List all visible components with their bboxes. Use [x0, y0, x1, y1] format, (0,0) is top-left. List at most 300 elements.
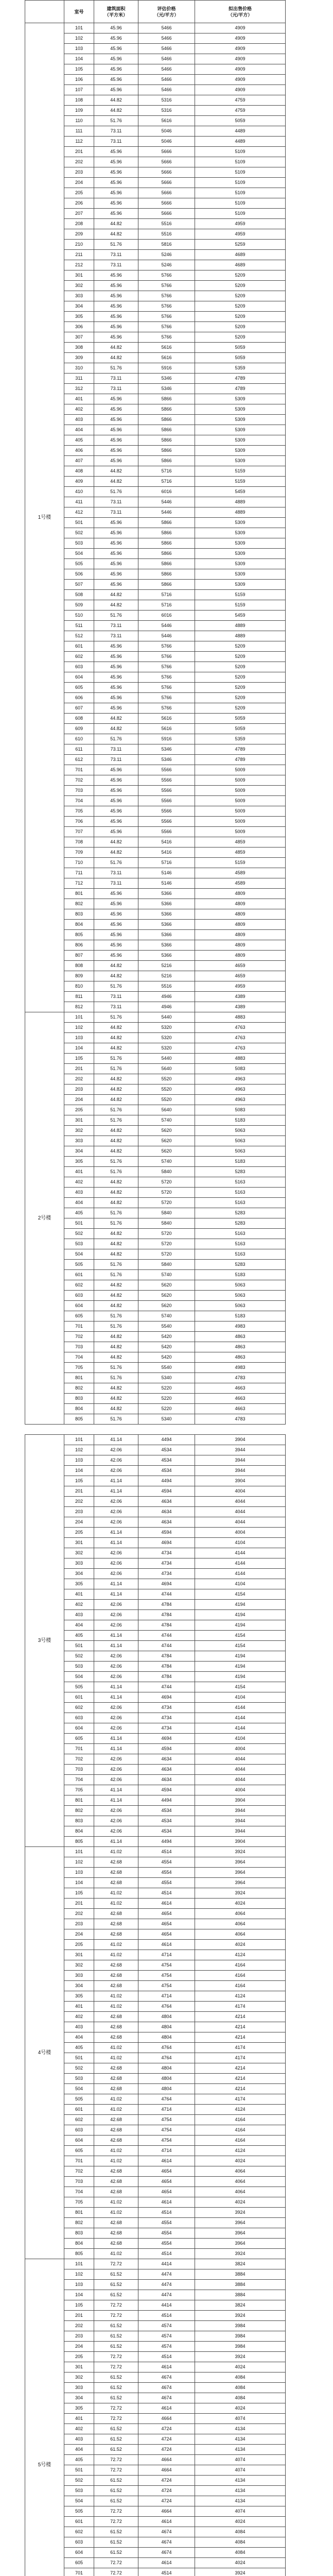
room-number-cell: 404 — [64, 2445, 94, 2455]
sale-price-cell: 3944 — [195, 1466, 286, 1476]
eval-header-line-1: 评估价格 — [157, 6, 176, 11]
eval-price-cell: 4804 — [138, 2084, 195, 2094]
table-row — [25, 2269, 286, 2280]
table-row — [25, 538, 286, 549]
sale-price-cell: 4389 — [195, 1002, 286, 1012]
room-number-cell: 205 — [64, 1528, 94, 1538]
eval-price-cell: 5720 — [138, 1229, 195, 1239]
area-cell: 45.96 — [94, 446, 138, 456]
sale-price-cell: 3944 — [195, 1455, 286, 1466]
table-row — [25, 477, 286, 487]
table-row — [25, 1208, 286, 1218]
table-row — [25, 1146, 286, 1157]
sale-price-cell: 3984 — [195, 2321, 286, 2331]
sale-price-cell: 3904 — [195, 1435, 286, 1445]
room-number-cell: 503 — [64, 2486, 94, 2496]
sale-price-cell: 4084 — [195, 2548, 286, 2558]
sale-price-cell: 5259 — [195, 240, 286, 250]
eval-price-cell: 5320 — [138, 1033, 195, 1043]
sale-price-cell: 4763 — [195, 1033, 286, 1043]
room-number-cell: 202 — [64, 1497, 94, 1507]
room-number-cell: 112 — [64, 137, 94, 147]
area-cell: 41.14 — [94, 1528, 138, 1538]
eval-price-cell: 5740 — [138, 1157, 195, 1167]
sale-price-cell: 5163 — [195, 1188, 286, 1198]
area-cell: 41.02 — [94, 2208, 138, 2218]
area-cell: 41.14 — [94, 1486, 138, 1497]
sale-price-cell: 5183 — [195, 1157, 286, 1167]
building-column-header — [25, 1, 64, 23]
room-number-cell: 710 — [64, 858, 94, 868]
area-cell: 61.52 — [94, 2548, 138, 2558]
area-cell: 45.96 — [94, 538, 138, 549]
area-cell: 73.11 — [94, 631, 138, 641]
sale-price-cell: 3924 — [195, 1888, 286, 1899]
table-row — [25, 2084, 286, 2094]
building-label: 1号楼 — [25, 23, 64, 1012]
sale-price-cell: 4689 — [195, 260, 286, 270]
area-cell: 42.06 — [94, 1466, 138, 1476]
eval-price-cell: 5866 — [138, 569, 195, 580]
table-row — [25, 198, 286, 209]
area-cell: 73.11 — [94, 868, 138, 878]
area-cell: 44.82 — [94, 95, 138, 106]
sale-price-cell: 5309 — [195, 415, 286, 425]
area-cell: 44.82 — [94, 724, 138, 734]
eval-price-cell: 5840 — [138, 1260, 195, 1270]
area-cell: 61.52 — [94, 2486, 138, 2496]
sale-price-cell: 5109 — [195, 209, 286, 219]
sale-price-cell: 4164 — [195, 1971, 286, 1981]
eval-price-cell: 5220 — [138, 1404, 195, 1414]
table-row — [25, 1960, 286, 1971]
sale-price-cell: 5183 — [195, 1311, 286, 1321]
area-cell: 42.06 — [94, 1445, 138, 1455]
sale-price-cell: 5183 — [195, 1115, 286, 1126]
table-row — [25, 2465, 286, 2476]
room-number-cell: 605 — [64, 683, 94, 693]
table-row — [25, 188, 286, 198]
table-row — [25, 157, 286, 167]
sale-price-cell: 4194 — [195, 1600, 286, 1610]
table-row — [25, 1981, 286, 1991]
room-number-cell: 612 — [64, 755, 94, 765]
sale-price-cell: 5283 — [195, 1208, 286, 1218]
eval-price-cell: 5346 — [138, 384, 195, 394]
eval-price-cell: 5516 — [138, 229, 195, 240]
sale-price-cell: 4789 — [195, 384, 286, 394]
eval-price-cell: 5466 — [138, 54, 195, 64]
sale-price-cell: 5109 — [195, 157, 286, 167]
eval-price-cell: 5740 — [138, 1115, 195, 1126]
area-cell: 45.96 — [94, 54, 138, 64]
eval-price-cell: 4764 — [138, 2043, 195, 2053]
sale-price-cell: 4659 — [195, 971, 286, 981]
area-cell: 44.82 — [94, 1404, 138, 1414]
sale-price-cell: 4104 — [195, 1538, 286, 1548]
sale-price-cell: 5163 — [195, 1229, 286, 1239]
table-row — [25, 631, 286, 641]
sale-price-cell: 4983 — [195, 1363, 286, 1373]
table-row — [25, 1662, 286, 1672]
eval-price-cell: 5666 — [138, 178, 195, 188]
table-row — [25, 2094, 286, 2105]
eval-price-cell: 4754 — [138, 2125, 195, 2136]
sale-price-cell: 5359 — [195, 363, 286, 374]
eval-price-cell: 4614 — [138, 2362, 195, 2372]
room-number-cell: 503 — [64, 1239, 94, 1249]
room-number-cell: 704 — [64, 1352, 94, 1363]
table-row — [25, 827, 286, 837]
eval-price-cell: 5366 — [138, 940, 195, 951]
area-cell: 42.06 — [94, 1558, 138, 1569]
area-cell: 61.52 — [94, 2372, 138, 2383]
sale-price-cell: 4859 — [195, 848, 286, 858]
table-row — [25, 2527, 286, 2537]
table-row — [25, 2002, 286, 2012]
room-number-cell: 108 — [64, 95, 94, 106]
room-number-cell: 205 — [64, 1940, 94, 1950]
sale-price-cell: 4174 — [195, 2043, 286, 2053]
eval-price-cell: 5766 — [138, 291, 195, 301]
area-cell: 44.82 — [94, 1095, 138, 1105]
eval-price-cell: 4614 — [138, 1940, 195, 1950]
sale-price-cell: 3924 — [195, 2352, 286, 2362]
room-number-cell: 103 — [64, 1033, 94, 1043]
eval-price-cell: 5540 — [138, 1321, 195, 1332]
sale-price-cell: 5009 — [195, 806, 286, 817]
sale-price-cell: 4689 — [195, 250, 286, 260]
room-number-cell: 202 — [64, 1074, 94, 1084]
room-number-cell: 301 — [64, 1950, 94, 1960]
area-cell: 44.82 — [94, 1033, 138, 1043]
area-cell: 45.96 — [94, 157, 138, 167]
sale-price-cell: 5209 — [195, 291, 286, 301]
table-row — [25, 2012, 286, 2022]
area-cell: 45.96 — [94, 672, 138, 683]
table-row — [25, 1940, 286, 1950]
room-number-cell: 702 — [64, 775, 94, 786]
table-row — [25, 2321, 286, 2331]
room-number-cell: 603 — [64, 662, 94, 672]
area-cell: 41.14 — [94, 1744, 138, 1754]
building-label: 3号楼 — [25, 1435, 64, 1847]
room-number-cell: 206 — [64, 198, 94, 209]
area-cell: 42.68 — [94, 2084, 138, 2094]
eval-price-cell: 5616 — [138, 343, 195, 353]
room-number-cell: 302 — [64, 1548, 94, 1558]
sale-price-cell: 4064 — [195, 1909, 286, 1919]
area-cell: 45.96 — [94, 23, 138, 33]
eval-header-line-2: （元/平方） — [154, 12, 179, 18]
eval-price-cell: 4494 — [138, 1435, 195, 1445]
area-cell: 44.82 — [94, 353, 138, 363]
sale-price-cell: 5309 — [195, 518, 286, 528]
sale-price-cell: 4194 — [195, 1620, 286, 1631]
sale-price-cell: 5309 — [195, 559, 286, 569]
sale-price-cell: 4044 — [195, 1497, 286, 1507]
table-row — [25, 322, 286, 332]
sale-price-cell: 5309 — [195, 446, 286, 456]
sale-price-cell: 5063 — [195, 1280, 286, 1291]
table-row — [25, 137, 286, 147]
room-number-cell: 605 — [64, 1311, 94, 1321]
eval-price-cell: 5346 — [138, 755, 195, 765]
table-row — [25, 1229, 286, 1239]
area-cell: 41.14 — [94, 1538, 138, 1548]
room-number-cell: 304 — [64, 1981, 94, 1991]
table-row — [25, 621, 286, 631]
room-number-cell: 402 — [64, 2012, 94, 2022]
room-number-cell: 211 — [64, 250, 94, 260]
room-number-cell: 503 — [64, 2074, 94, 2084]
room-number-cell: 701 — [64, 1744, 94, 1754]
room-number-cell: 504 — [64, 549, 94, 559]
room-number-cell: 302 — [64, 2372, 94, 2383]
sale-price-cell: 4144 — [195, 1558, 286, 1569]
room-number-cell: 703 — [64, 786, 94, 796]
area-cell: 42.68 — [94, 1929, 138, 1940]
sale-price-cell: 4883 — [195, 1012, 286, 1023]
area-cell: 73.11 — [94, 621, 138, 631]
eval-price-cell: 5866 — [138, 446, 195, 456]
area-cell: 73.11 — [94, 1002, 138, 1012]
table-row — [25, 1579, 286, 1589]
eval-price-cell: 5766 — [138, 683, 195, 693]
table-row — [25, 1754, 286, 1765]
room-number-cell: 701 — [64, 2156, 94, 2166]
area-cell: 42.68 — [94, 2125, 138, 2136]
sale-price-cell: 4144 — [195, 1713, 286, 1723]
sale-price-cell: 5109 — [195, 167, 286, 178]
table-row — [25, 2331, 286, 2342]
sale-price-cell: 4909 — [195, 85, 286, 95]
table-row — [25, 662, 286, 672]
table-row — [25, 2074, 286, 2084]
sale-price-cell: 5283 — [195, 1260, 286, 1270]
table-row — [25, 1703, 286, 1713]
room-number-cell: 106 — [64, 75, 94, 85]
sale-price-cell: 3964 — [195, 1868, 286, 1878]
area-cell: 45.96 — [94, 147, 138, 157]
eval-price-cell: 5766 — [138, 332, 195, 343]
area-cell: 42.68 — [94, 2187, 138, 2197]
table-row — [25, 2434, 286, 2445]
table-row — [25, 1713, 286, 1723]
area-cell: 42.06 — [94, 1723, 138, 1734]
table-row — [25, 2342, 286, 2352]
room-number-cell: 804 — [64, 1404, 94, 1414]
table-row — [25, 992, 286, 1002]
room-number-cell: 804 — [64, 920, 94, 930]
room-number-cell: 603 — [64, 1291, 94, 1301]
sale-price-cell: 5309 — [195, 435, 286, 446]
area-cell: 42.68 — [94, 2228, 138, 2239]
eval-price-cell: 4724 — [138, 2434, 195, 2445]
sale-price-cell: 5183 — [195, 1270, 286, 1280]
sale-price-cell: 5209 — [195, 703, 286, 714]
eval-price-cell: 4494 — [138, 1795, 195, 1806]
area-cell: 51.76 — [94, 611, 138, 621]
area-cell: 45.96 — [94, 806, 138, 817]
eval-price-cell: 5366 — [138, 899, 195, 909]
eval-price-cell: 4614 — [138, 2517, 195, 2527]
table-row — [25, 1631, 286, 1641]
room-number-cell: 303 — [64, 291, 94, 301]
table-row — [25, 1064, 286, 1074]
area-cell: 51.76 — [94, 363, 138, 374]
eval-price-cell: 4414 — [138, 2300, 195, 2311]
eval-price-cell: 5620 — [138, 1126, 195, 1136]
room-number-cell: 804 — [64, 1826, 94, 1837]
table-row — [25, 23, 286, 33]
sale-price-cell: 4134 — [195, 2434, 286, 2445]
table-row — [25, 1785, 286, 1795]
area-cell: 45.96 — [94, 435, 138, 446]
sale-price-cell: 4174 — [195, 2094, 286, 2105]
area-cell: 44.82 — [94, 1074, 138, 1084]
room-number-cell: 801 — [64, 1795, 94, 1806]
area-cell: 42.06 — [94, 1497, 138, 1507]
table-row — [25, 126, 286, 137]
eval-price-cell: 4554 — [138, 2239, 195, 2249]
room-number-cell: 105 — [64, 1476, 94, 1486]
room-number-cell: 505 — [64, 559, 94, 569]
sale-price-cell: 4164 — [195, 1960, 286, 1971]
room-number-cell: 104 — [64, 2290, 94, 2300]
eval-price-cell: 4534 — [138, 1445, 195, 1455]
table-row — [25, 147, 286, 157]
area-header-line-1: 建筑面积 — [107, 6, 126, 11]
room-number-cell: 103 — [64, 44, 94, 54]
area-cell: 51.76 — [94, 1064, 138, 1074]
sale-price-cell: 3924 — [195, 2568, 286, 2576]
table-row — [25, 1394, 286, 1404]
sale-price-cell: 4659 — [195, 961, 286, 971]
eval-price-cell: 4784 — [138, 1672, 195, 1682]
eval-price-cell: 5716 — [138, 600, 195, 611]
area-cell: 42.68 — [94, 2063, 138, 2074]
eval-price-cell: 4784 — [138, 1662, 195, 1672]
area-cell: 45.96 — [94, 569, 138, 580]
table-row — [25, 106, 286, 116]
sale-price-cell: 5009 — [195, 786, 286, 796]
area-cell: 61.52 — [94, 2393, 138, 2403]
eval-price-cell: 4514 — [138, 1888, 195, 1899]
room-number-cell: 405 — [64, 2043, 94, 2053]
table-row — [25, 2414, 286, 2424]
eval-price-cell: 5566 — [138, 827, 195, 837]
eval-price-cell: 5440 — [138, 1054, 195, 1064]
area-cell: 45.96 — [94, 188, 138, 198]
area-cell: 44.82 — [94, 1332, 138, 1342]
sale-price-cell: 3924 — [195, 2208, 286, 2218]
table-row — [25, 611, 286, 621]
table-row — [25, 1414, 286, 1425]
sale-price-cell: 4214 — [195, 2084, 286, 2094]
room-number-cell: 504 — [64, 1249, 94, 1260]
room-number-cell: 603 — [64, 1713, 94, 1723]
table-row — [25, 343, 286, 353]
eval-price-cell: 4534 — [138, 1806, 195, 1816]
sale-price-cell: 4959 — [195, 229, 286, 240]
room-number-cell: 103 — [64, 2280, 94, 2290]
area-cell: 42.68 — [94, 1960, 138, 1971]
table-row — [25, 384, 286, 394]
area-cell: 42.68 — [94, 1868, 138, 1878]
table-row — [25, 2208, 286, 2218]
table-row — [25, 2393, 286, 2403]
eval-price-cell: 5620 — [138, 1291, 195, 1301]
area-cell: 51.76 — [94, 1311, 138, 1321]
room-number-cell: 303 — [64, 1136, 94, 1146]
room-number-cell: 405 — [64, 2455, 94, 2465]
sale-price-cell: 5059 — [195, 116, 286, 126]
room-number-cell: 401 — [64, 1167, 94, 1177]
eval-price-cell: 4534 — [138, 1826, 195, 1837]
sale-price-cell: 4134 — [195, 2496, 286, 2506]
eval-price-cell: 4534 — [138, 1466, 195, 1476]
table-row — [25, 1486, 286, 1497]
sale-price-cell: 4134 — [195, 2445, 286, 2455]
sale-price-cell: 4144 — [195, 1548, 286, 1558]
sale-price-cell: 5309 — [195, 394, 286, 404]
area-cell: 51.76 — [94, 1260, 138, 1270]
area-cell: 61.52 — [94, 2476, 138, 2486]
building-label: 4号楼 — [25, 1847, 64, 2259]
sale-price-cell: 4004 — [195, 1486, 286, 1497]
room-number-cell: 406 — [64, 446, 94, 456]
eval-price-cell: 5216 — [138, 961, 195, 971]
sale-price-cell: 3944 — [195, 1445, 286, 1455]
eval-price-cell: 5716 — [138, 858, 195, 868]
room-number-cell: 810 — [64, 981, 94, 992]
table-row — [25, 1600, 286, 1610]
room-number-cell: 604 — [64, 1723, 94, 1734]
sale-price-cell: 3984 — [195, 2331, 286, 2342]
sale-price-cell: 4044 — [195, 1754, 286, 1765]
table-row — [25, 167, 286, 178]
area-cell: 45.96 — [94, 909, 138, 920]
table-row — [25, 435, 286, 446]
area-cell: 45.96 — [94, 85, 138, 95]
table-row — [25, 1806, 286, 1816]
area-cell: 73.11 — [94, 137, 138, 147]
area-cell: 72.72 — [94, 2414, 138, 2424]
sale-price-cell: 4164 — [195, 2115, 286, 2125]
room-number-cell: 703 — [64, 1765, 94, 1775]
area-cell: 42.68 — [94, 2022, 138, 2032]
sale-price-cell: 5059 — [195, 724, 286, 734]
table-row — [25, 806, 286, 817]
room-number-cell: 201 — [64, 1899, 94, 1909]
table-row — [25, 301, 286, 312]
area-cell: 72.72 — [94, 2517, 138, 2527]
sale-price-cell: 5209 — [195, 662, 286, 672]
room-number-cell: 511 — [64, 621, 94, 631]
area-cell: 45.96 — [94, 33, 138, 44]
room-number-cell: 101 — [64, 1012, 94, 1023]
area-cell: 45.96 — [94, 178, 138, 188]
sale-price-cell: 4084 — [195, 2372, 286, 2383]
table-row — [25, 1723, 286, 1734]
area-cell: 42.68 — [94, 2218, 138, 2228]
table-row — [25, 1610, 286, 1620]
table-row — [25, 2300, 286, 2311]
area-cell: 61.52 — [94, 2527, 138, 2537]
sale-price-cell: 4789 — [195, 755, 286, 765]
area-cell: 72.72 — [94, 2455, 138, 2465]
